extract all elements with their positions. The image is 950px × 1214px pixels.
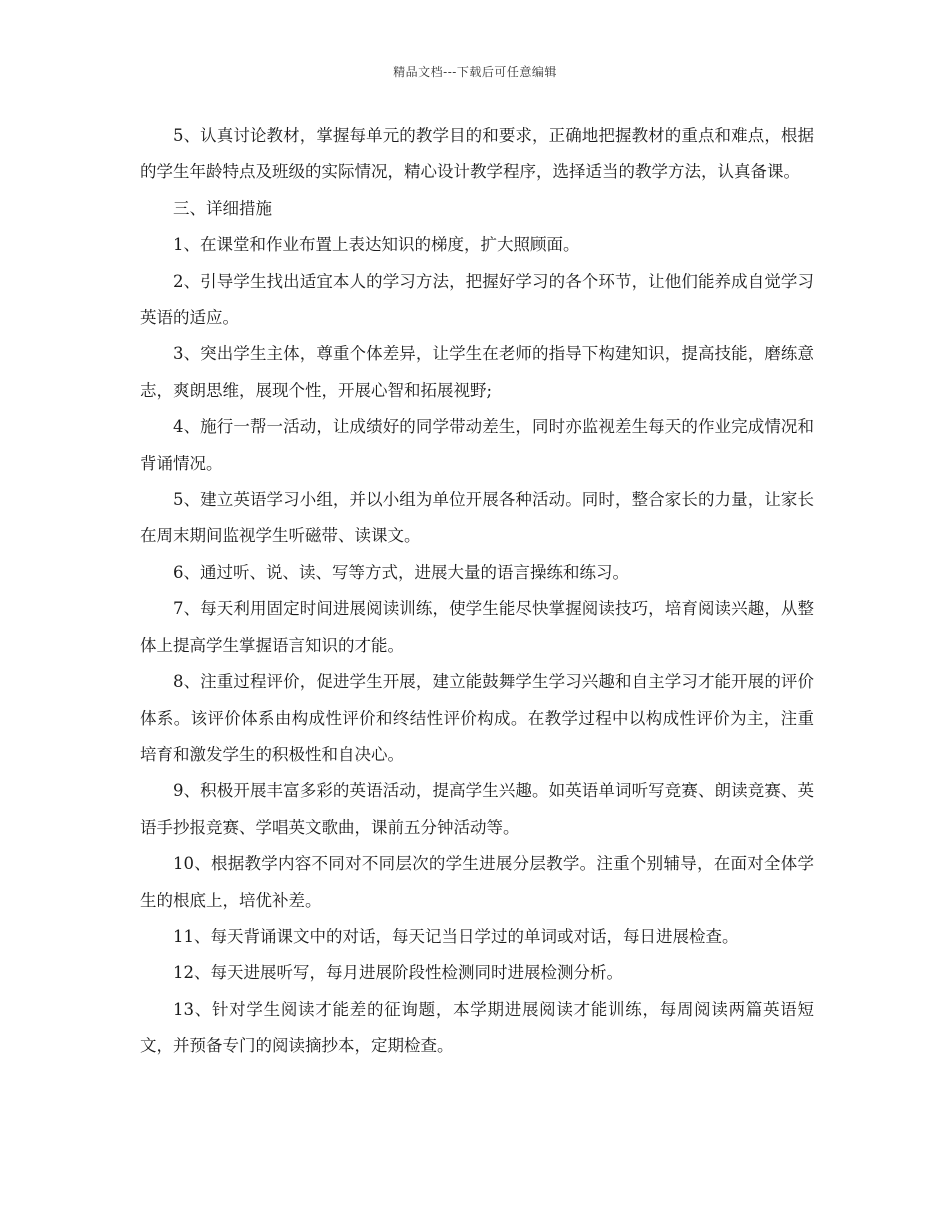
measure-item-11: 11、每天背诵课文中的对话，每天记当日学过的单词或对话，每日进展检查。 — [173, 926, 739, 946]
measure-item-10: 10、根据教学内容不同对不同层次的学生进展分层教学。注重个别辅导，在面对全体学生的根底上，培优补差。 — [140, 854, 814, 910]
measure-item-2: 2、引导学生找出适宜本人的学习方法，把握好学习的各个环节，让他们能养成自觉学习英语的适应。 — [140, 271, 814, 328]
measure-item-12: 12、每天进展听写，每月进展阶段性检测同时进展检测分析。 — [173, 963, 623, 983]
measure-item-5: 5、建立英语学习小组，并以小组为单位开展各种活动。同时，整合家长的力量，让家长在周末期间监视学生听磁带、读课文。 — [140, 490, 814, 546]
measure-item-1: 1、在课堂和作业布置上表达知识的梯度，扩大照顾面。 — [173, 235, 580, 255]
measure-item-3: 3、突出学生主体，尊重个体差异，让学生在老师的指导下构建知识，提高技能，磨练意志，爽朗思维，展现个性，开展心智和拓展视野; — [140, 344, 814, 400]
section-heading-detailed-measures: 三、详细措施 — [173, 198, 272, 218]
measure-item-13: 13、针对学生阅读才能差的征询题，本学期进展阅读才能训练，每周阅读两篇英语短文，并预备专门的阅读摘抄本，定期检查。 — [140, 999, 814, 1056]
document-body — [140, 118, 814, 1065]
measure-item-4: 4、施行一帮一活动，让成绩好的同学带动差生，同时亦监视差生每天的作业完成情况和背诵情况。 — [140, 417, 814, 473]
measure-item-9: 9、积极开展丰富多彩的英语活动，提高学生兴趣。如英语单词听写竞赛、朗读竞赛、英语手抄报竞赛、学唱英文歌曲，课前五分钟活动等。 — [140, 781, 814, 837]
measure-item-6: 6、通过听、说、读、写等方式，进展大量的语言操练和练习。 — [173, 562, 629, 582]
measure-item-7: 7、每天利用固定时间进展阅读训练，使学生能尽快掌握阅读技巧，培育阅读兴趣，从整体上提高学生掌握语言知识的才能。 — [140, 599, 814, 655]
paragraph-item-5-study-materials: 5、认真讨论教材，掌握每单元的教学目的和要求，正确地把握教材的重点和难点，根据的学生年龄特点及班级的实际情况，精心设计教学程序，选择适当的教学方法，认真备课。 — [140, 126, 814, 182]
page-header: 精品文档---下载后可任意编辑 — [393, 65, 557, 79]
measure-item-8: 8、注重过程评价，促进学生开展，建立能鼓舞学生学习兴趣和自主学习才能开展的评价体系。该评价体系由构成性评价和终结性评价构成。在教学过程中以构成性评价为主，注重培育和激发学生的积极性和自决心。 — [140, 672, 814, 764]
